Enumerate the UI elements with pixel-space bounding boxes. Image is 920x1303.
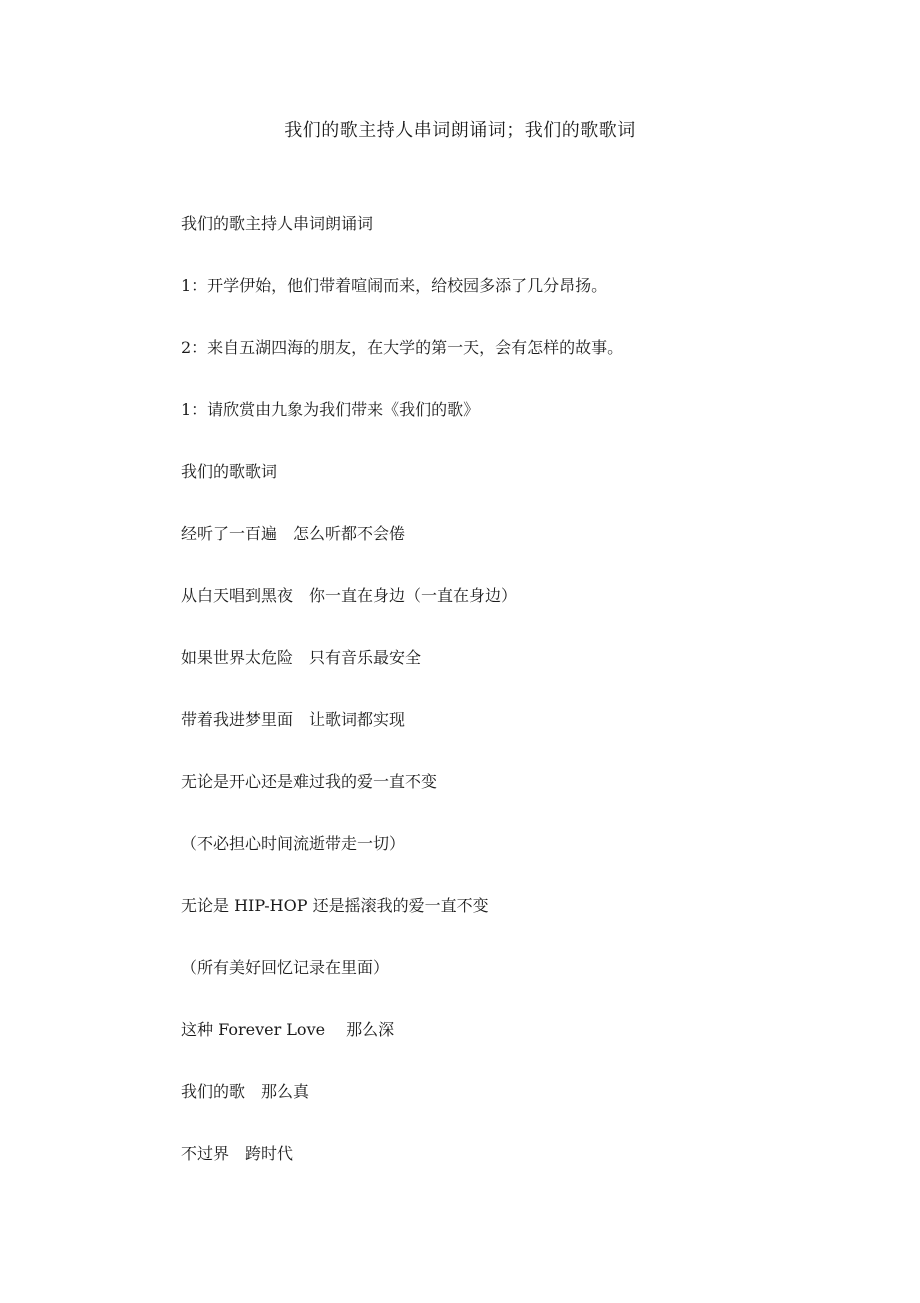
host-line-3: 1：请欣赏由九象为我们带来《我们的歌》 [181, 400, 480, 419]
document-body [181, 212, 861, 1204]
lyric-line: （所有美好回忆记录在里面） [181, 958, 390, 977]
lyric-line: 这种 Forever Love 那么深 [181, 1020, 395, 1039]
lyric-line: 经听了一百遍 怎么听都不会倦 [181, 524, 406, 543]
lyric-line: 从白天唱到黑夜 你一直在身边（一直在身边） [181, 586, 518, 605]
lyric-line: 不过界 跨时代 [181, 1144, 294, 1163]
host-line-2: 2：来自五湖四海的朋友，在大学的第一天，会有怎样的故事。 [181, 338, 624, 357]
lyric-line: 我们的歌 那么真 [181, 1082, 310, 1101]
host-line-1: 1：开学伊始，他们带着喧闹而来，给校园多添了几分昂扬。 [181, 276, 608, 295]
lyric-line: （不必担心时间流逝带走一切） [181, 834, 406, 853]
lyric-line: 带着我进梦里面 让歌词都实现 [181, 710, 406, 729]
section-heading-host-script: 我们的歌主持人串词朗诵词 [181, 214, 374, 233]
document-title: 我们的歌主持人串词朗诵词；我们的歌歌词 [284, 120, 636, 141]
section-heading-lyrics: 我们的歌歌词 [181, 462, 278, 481]
lyric-line: 如果世界太危险 只有音乐最安全 [181, 648, 422, 667]
lyric-line: 无论是 HIP-HOP 还是摇滚我的爱一直不变 [181, 896, 489, 915]
lyric-line: 无论是开心还是难过我的爱一直不变 [181, 772, 438, 791]
